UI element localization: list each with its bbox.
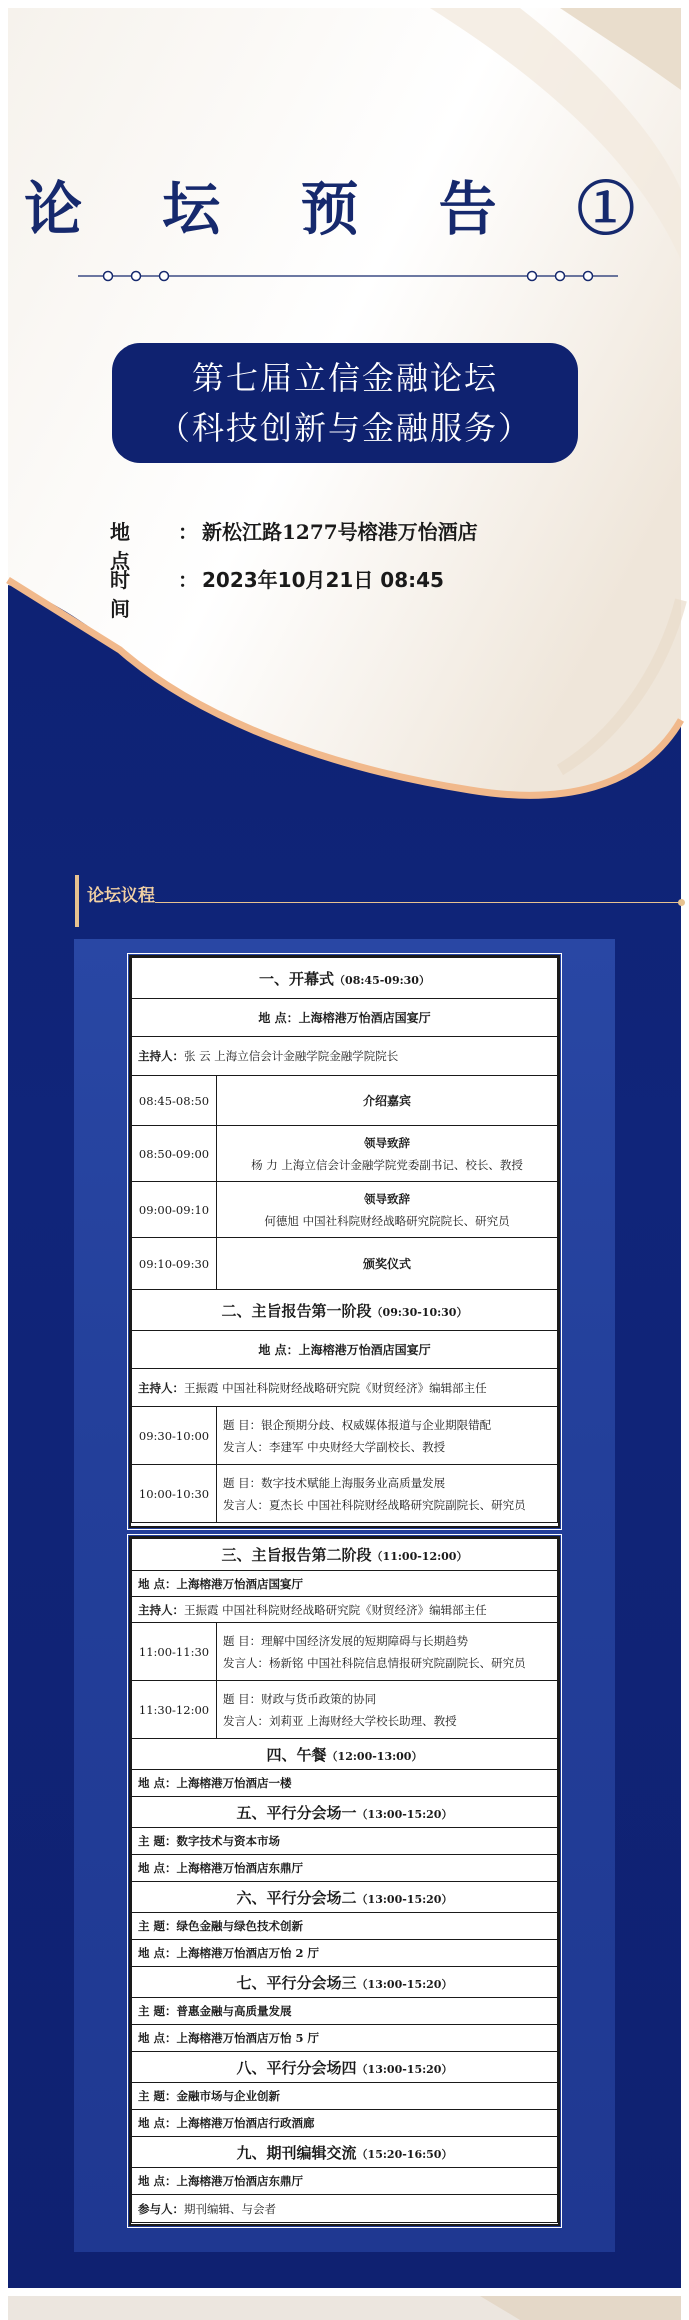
section-location: 地 点：上海榕港万怡酒店国宴厅 — [132, 1331, 558, 1369]
table-row — [132, 2137, 558, 2168]
time-cell: 09:30-10:00 — [132, 1407, 217, 1465]
table-row — [132, 1331, 558, 1369]
table-row — [132, 1739, 558, 1770]
time-value: 2023年10月21日 08:45 — [202, 568, 444, 592]
section-location: 地 点：上海榕港万怡酒店国宴厅 — [132, 999, 558, 1037]
section-header: 一、开幕式（08:45-09:30） — [132, 958, 558, 999]
table-row: 09:00-09:10 领导致辞 何德旭 中国社科院财经战略研究院院长、研究员 — [132, 1182, 558, 1238]
section-host: 主持人：王振霞 中国社科院财经战略研究院《财贸经济》编辑部主任 — [132, 1597, 558, 1623]
section-location: 地 点：上海榕港万怡酒店东鼎厅 — [132, 2168, 558, 2195]
section-location: 地 点：上海榕港万怡酒店万怡 5 厅 — [132, 2025, 558, 2052]
table-row — [132, 2110, 558, 2137]
agenda-section-header — [75, 875, 615, 927]
time-cell: 08:50-09:00 — [132, 1126, 217, 1182]
table-row — [132, 1238, 558, 1290]
table-row — [132, 1882, 558, 1913]
time-cell: 11:30-12:00 — [132, 1681, 217, 1739]
agenda-table-morning — [129, 955, 560, 1528]
agenda-table-afternoon — [129, 1536, 560, 2226]
section-location: 地 点：上海榕港万怡酒店万怡 2 厅 — [132, 1940, 558, 1967]
table-row — [132, 2052, 558, 2083]
item-title: 颁奖仪式 — [217, 1238, 558, 1290]
table-row — [132, 1290, 558, 1331]
section-header: 三、主旨报告第二阶段（11:00-12:00） — [132, 1539, 558, 1571]
section-attendees: 参与人：期刊编辑、与会者 — [132, 2195, 558, 2223]
table-row — [132, 958, 558, 999]
table-row — [132, 1571, 558, 1597]
table-row — [132, 999, 558, 1037]
item-title: 介绍嘉宾 — [217, 1076, 558, 1126]
location-row: 地点 ： 新松江路1277号榕港万怡酒店 — [110, 516, 478, 574]
table-row — [132, 1076, 558, 1126]
location-label: 地点 — [110, 520, 166, 573]
table-row — [132, 1913, 558, 1940]
section-header: 七、平行分会场三（13:00-15:20） — [132, 1967, 558, 1998]
section-host: 主持人：王振霞 中国社科院财经战略研究院《财贸经济》编辑部主任 — [132, 1369, 558, 1407]
time-cell: 10:00-10:30 — [132, 1465, 217, 1523]
table-row — [132, 1967, 558, 1998]
section-theme: 主 题：金融市场与企业创新 — [132, 2083, 558, 2110]
table-row: 09:30-10:00 题 目：银企预期分歧、权威媒体报道与企业期限错配 发言人：李建军 中央财经大学副校长、教授 — [132, 1407, 558, 1465]
section-header: 六、平行分会场二（13:00-15:20） — [132, 1882, 558, 1913]
section-location: 地 点：上海榕港万怡酒店行政酒廊 — [132, 2110, 558, 2137]
section-header: 八、平行分会场四（13:00-15:20） — [132, 2052, 558, 2083]
table-row — [132, 2083, 558, 2110]
table-row — [132, 2195, 558, 2223]
section-theme: 主 题：绿色金融与绿色技术创新 — [132, 1913, 558, 1940]
table-row — [132, 1940, 558, 1967]
section-location: 地 点：上海榕港万怡酒店东鼎厅 — [132, 1855, 558, 1882]
table-row: 10:00-10:30 题 目：数字技术赋能上海服务业高质量发展 发言人：夏杰长 中国社科院财经战略研究院副院长、研究员 — [132, 1465, 558, 1523]
table-row — [132, 1369, 558, 1407]
section-theme: 主 题：数字技术与资本市场 — [132, 1828, 558, 1855]
forum-name-banner — [112, 343, 578, 463]
section-header: 四、午餐（12:00-13:00） — [132, 1739, 558, 1770]
section-theme: 主 题：普惠金融与高质量发展 — [132, 1998, 558, 2025]
page-title: 论 坛 预 告 ① — [24, 175, 665, 243]
table-row: 08:50-09:00 领导致辞 杨 力 上海立信会计金融学院党委副书记、校长、教授 — [132, 1126, 558, 1182]
table-row — [132, 1797, 558, 1828]
title-divider — [78, 268, 618, 284]
location-value: 新松江路1277号榕港万怡酒店 — [202, 520, 478, 544]
table-row — [132, 1855, 558, 1882]
section-location: 地 点：上海榕港万怡酒店一楼 — [132, 1770, 558, 1797]
table-row: 11:30-12:00 题 目：财政与货币政策的协同 发言人：刘莉亚 上海财经大学校长助理、教授 — [132, 1681, 558, 1739]
table-row — [132, 1539, 558, 1571]
table-row — [132, 2168, 558, 2195]
forum-name-line2: （科技创新与金融服务） — [157, 409, 532, 447]
table-row — [132, 1037, 558, 1076]
table-row — [132, 1828, 558, 1855]
table-row — [132, 1998, 558, 2025]
table-row — [132, 2025, 558, 2052]
section-header: 二、主旨报告第一阶段（09:30-10:30） — [132, 1290, 558, 1331]
time-label: 时间 — [110, 568, 166, 621]
section-header: 九、期刊编辑交流（15:20-16:50） — [132, 2137, 558, 2168]
section-header: 五、平行分会场一（13:00-15:20） — [132, 1797, 558, 1828]
forum-name-line1: 第七届立信金融论坛 — [191, 359, 498, 397]
section-host: 主持人：张 云 上海立信会计金融学院金融学院院长 — [132, 1037, 558, 1076]
time-cell: 09:10-09:30 — [132, 1238, 217, 1290]
section-location: 地 点：上海榕港万怡酒店国宴厅 — [132, 1571, 558, 1597]
time-cell: 11:00-11:30 — [132, 1623, 217, 1681]
time-cell: 08:45-08:50 — [132, 1076, 217, 1126]
time-cell: 09:00-09:10 — [132, 1182, 217, 1238]
table-row: 11:00-11:30 题 目：理解中国经济发展的短期障碍与长期趋势 发言人：杨新铭 中国社科院信息情报研究院副院长、研究员 — [132, 1623, 558, 1681]
time-row: 时间 ： 2023年10月21日 08:45 — [110, 564, 444, 622]
table-row — [132, 1597, 558, 1623]
table-row — [132, 1770, 558, 1797]
agenda-label: 论坛议程 — [87, 886, 155, 906]
